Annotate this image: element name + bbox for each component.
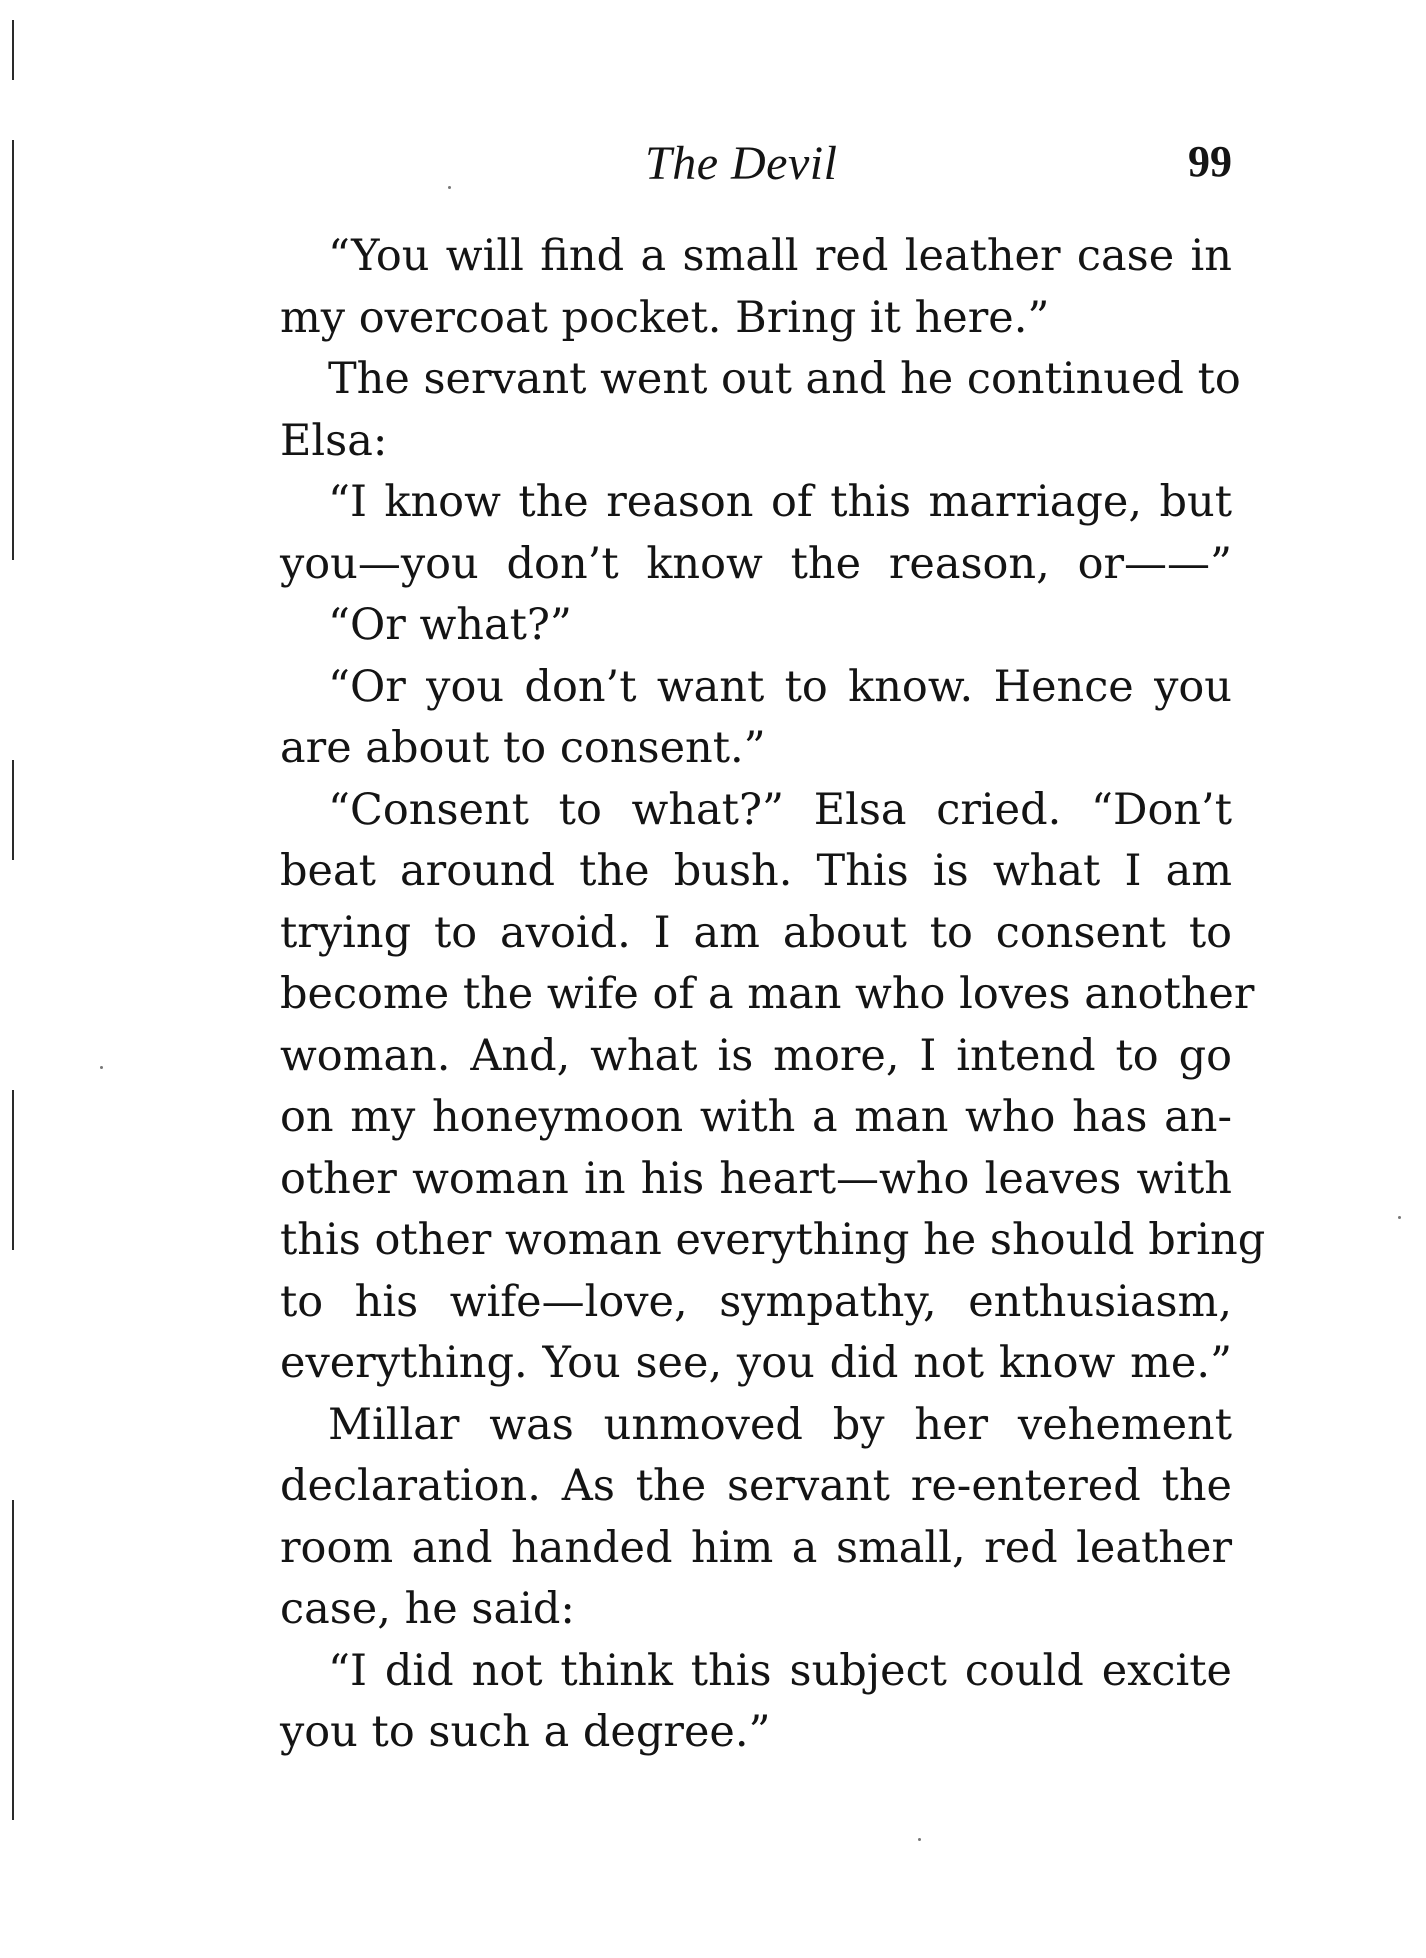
- text-line: Millar was unmoved by her vehement: [328, 1399, 1232, 1450]
- body-text: [280, 226, 1266, 1764]
- running-title: The Devil: [645, 137, 838, 190]
- scan-edge-mark: [12, 20, 14, 80]
- text-line: declaration. As the servant re-entered the: [280, 1461, 1232, 1511]
- scan-edge-mark: [12, 1090, 14, 1250]
- text-line: Elsa:: [280, 415, 388, 466]
- scan-edge-mark: [12, 1500, 14, 1820]
- text-line: “I did not think this subject could excite: [328, 1645, 1232, 1696]
- print-speck: [918, 1838, 921, 1841]
- text-line: are about to consent.”: [280, 723, 766, 773]
- text-line: become the wife of a man who loves another: [280, 969, 1255, 1019]
- scan-edge-mark: [12, 760, 14, 860]
- text-line: trying to avoid. I am about to consent to: [280, 907, 1232, 958]
- text-line: room and handed him a small, red leather: [280, 1522, 1232, 1573]
- text-line: you—you don’t know the reason, or——”: [280, 538, 1232, 589]
- text-line: “You will find a small red leather case in: [328, 231, 1232, 281]
- text-line: other woman in his heart—who leaves with: [280, 1153, 1232, 1204]
- text-line: beat around the bush. This is what I am: [280, 846, 1232, 896]
- text-line: The servant went out and he continued to: [328, 354, 1241, 404]
- text-line: to his wife—love, sympathy, enthusiasm,: [280, 1276, 1232, 1327]
- text-line: my overcoat pocket. Bring it here.”: [280, 292, 1050, 343]
- scan-edge-mark: [12, 140, 14, 560]
- text-line: everything. You see, you did not know me.”: [280, 1338, 1232, 1388]
- text-line: woman. And, what is more, I intend to go: [280, 1030, 1232, 1081]
- text-line: you to such a degree.”: [280, 1707, 771, 1757]
- print-speck: [1398, 1216, 1401, 1219]
- text-line: “Consent to what?” Elsa cried. “Don’t: [328, 784, 1232, 835]
- text-line: “I know the reason of this marriage, but: [328, 477, 1232, 527]
- text-line: on my honeymoon with a man who has an-: [280, 1092, 1232, 1142]
- page-header: [280, 136, 1232, 194]
- page-number: 99: [1188, 137, 1232, 186]
- text-line: “Or what?”: [328, 600, 572, 650]
- print-speck: [100, 1066, 103, 1069]
- text-line: case, he said:: [280, 1584, 575, 1634]
- text-line: “Or you don’t want to know. Hence you: [328, 661, 1232, 712]
- text-line: this other woman everything he should bring: [280, 1215, 1266, 1265]
